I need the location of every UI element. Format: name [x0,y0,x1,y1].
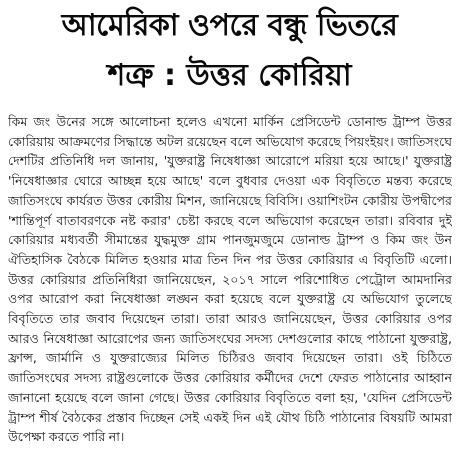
headline-line-2: শত্রু : উত্তর কোরিয়া [107,58,352,93]
headline-line-1: আমেরিকা ওপরে বন্ধু ভিতরে [61,8,398,43]
article-body: কিম জং উনের সঙ্গে আলোচনা হলেও এখনো মার্কিন প্রেসিডেন্ট ডোনাল্ড ট্রাম্প উত্তর কোরিয়ায় আক্রমণের সিদ্ধান্তে অটল রয়েছেন বলে অভিযোগ করেছে পিয়ংইয়ং। জাতিসংঘে দেশটির প্রতিনিধি দল জানায়, 'যুক্তরাষ্ট্র নিষেধাজ্ঞা আরোপে মরিয়া হয়ে আছে।' যুক্তরাষ্ট্র 'নিষেধাজ্ঞার ঘোরে আচ্ছন্ন হয়ে আছে' বলে বুধবার দেওয়া এক বিবৃতিতে মন্তব্য করেছে জাতিসংঘে কার্যরত উত্তর কোরীয় মিশন, জানিয়েছে বিবিসি। ওয়াশিংটন কোরীয় উপদ্বীপের 'শান্তিপূর্ণ বাতাবরণকে নষ্ট করার' চেষ্টা করছে বলে অভিযোগ করেছেন তারা। রবিবার দুই কোরিয়ার মধ্যবর্তী সীমান্তের যুদ্ধমুক্ত গ্রাম পানজুমজুমে ডোনাল্ড ট্রাম্প ও কিম জং উন ঐতিহাসিক বৈঠকে মিলিত হওয়ার মাত্র তিন দিন পর উত্তর কোরিয়ার এ বিবৃতিটি এলো। উত্তর কোরিয়ার প্রতিনিধিরা জানিয়েছেন, ২০১৭ সালে পরিশোধিত পেট্রোল আমদানির ওপর আরোপ করা নিষেধাজ্ঞা লঙ্ঘন করা হয়েছে বলে যুক্তরাষ্ট্র যে অভিযোগ তুলেছে বিবৃতিতে তার জবাব দিয়েছেন তারা। তারা আরও জানিয়েছেন, উত্তর কোরিয়ার ওপর আরও নিষেধাজ্ঞা আরোপের জন্য জাতিসংঘের সদস্য দেশগুলোর কাছে পাঠানো যুক্তরাষ্ট্র, ফ্রান্স, জার্মানি ও যুক্তরাজ্যের মিলিত চিঠিরও জবাব দিয়েছেন তারা। ওই চিঠিতে জাতিসংঘের সদস্য রাষ্ট্রগুলোকে উত্তর কোরিয়ার কর্মীদের দেশে ফেরত পাঠানোর আহ্বান জানানো হয়েছে বলে জানা গেছে। উত্তর কোরিয়ার বিবৃতিতে বলা হয়, 'যেদিন প্রেসিডেন্ট ট্রাম্প শীর্ষ বৈঠকের প্রস্তাব দিচ্ছেন সেই একই দিন এই যৌথ চিঠি পাঠানোর বিষয়টি আমরা উপেক্ষা করতে পারি না। [8,114,452,445]
